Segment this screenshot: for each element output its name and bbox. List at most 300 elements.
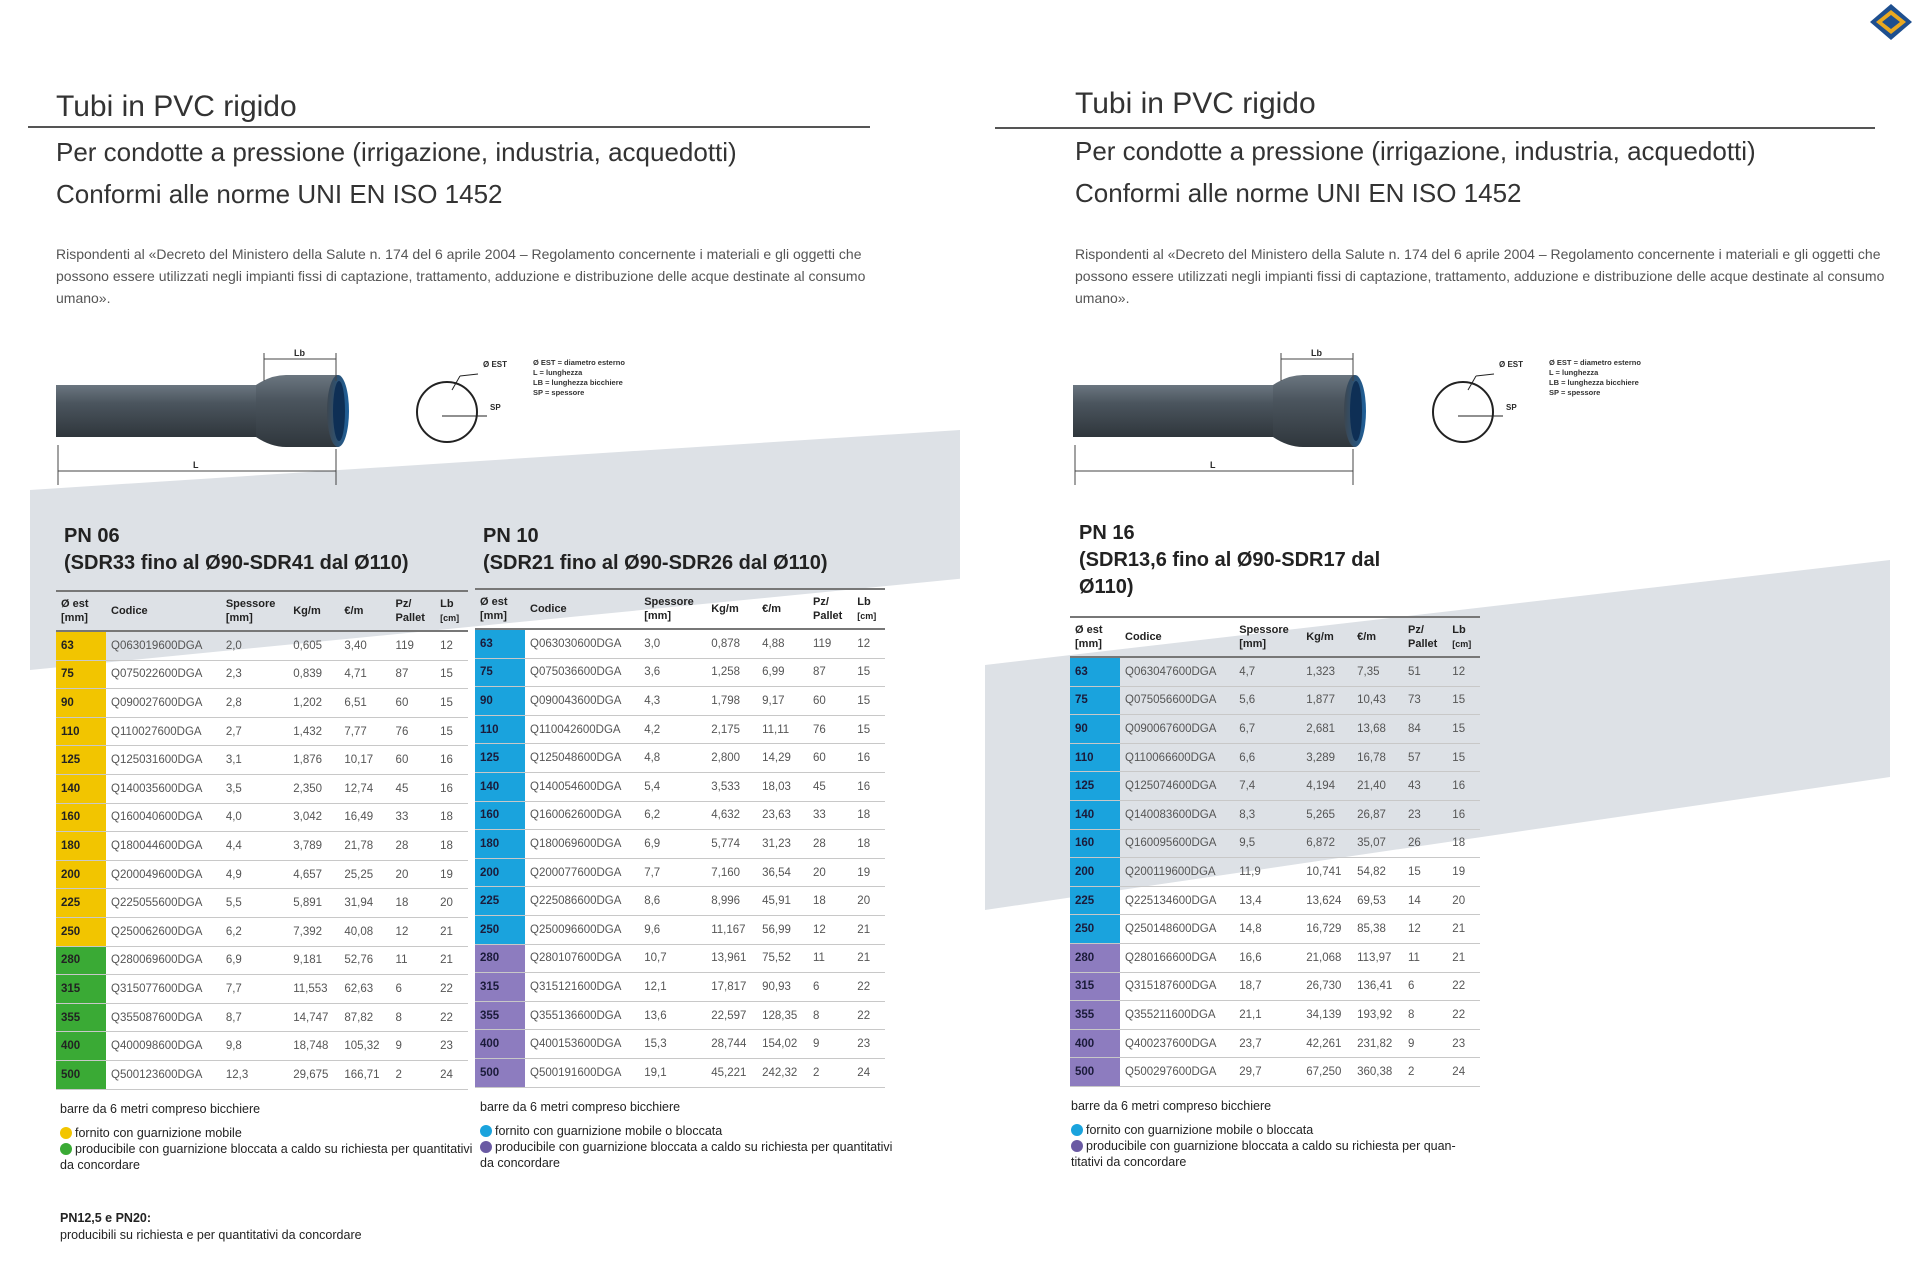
table-row	[1070, 829, 1480, 858]
cell-eur-per-m: 166,71	[339, 1060, 390, 1089]
cell-code: Q225086600DGA	[525, 887, 639, 916]
cell-kg-per-m: 2,800	[706, 744, 757, 773]
cell-code: Q355211600DGA	[1120, 1001, 1234, 1030]
cell-kg-per-m: 13,624	[1301, 886, 1352, 915]
cell-lb: 22	[852, 1001, 885, 1030]
cell-lb: 21	[852, 944, 885, 973]
cell-lb: 21	[435, 917, 468, 946]
table-row	[1070, 686, 1480, 715]
cell-thickness: 8,6	[639, 887, 706, 916]
pn10-legend-2-text: producibile con guarnizione bloccata a caldo su richiesta per quantitativi da concordare	[480, 1140, 893, 1170]
cell-eur-per-m: 90,93	[757, 973, 808, 1002]
cell-kg-per-m: 3,289	[1301, 743, 1352, 772]
cell-lb: 16	[852, 772, 885, 801]
cell-thickness: 8,3	[1234, 800, 1301, 829]
cell-pallet: 20	[808, 858, 852, 887]
cell-thickness: 18,7	[1234, 972, 1301, 1001]
cell-thickness: 5,4	[639, 772, 706, 801]
cell-lb: 22	[852, 973, 885, 1002]
cell-eur-per-m: 231,82	[1352, 1029, 1403, 1058]
legend-line: LB = lunghezza bicchiere	[533, 378, 623, 387]
cell-diameter: 355	[56, 1003, 106, 1032]
cell-pallet: 23	[1403, 800, 1447, 829]
cell-code: Q280069600DGA	[106, 946, 221, 975]
cell-diameter: 90	[475, 687, 525, 716]
title-rule	[995, 127, 1875, 129]
cell-pallet: 12	[391, 917, 436, 946]
cell-diameter: 280	[56, 946, 106, 975]
cell-code: Q063047600DGA	[1120, 657, 1234, 686]
cell-kg-per-m: 0,605	[288, 631, 339, 660]
cell-code: Q315187600DGA	[1120, 972, 1234, 1001]
cell-pallet: 87	[391, 660, 436, 689]
table-row	[56, 917, 468, 946]
cell-eur-per-m: 193,92	[1352, 1001, 1403, 1030]
l-label: L	[193, 460, 199, 470]
cell-diameter: 140	[56, 774, 106, 803]
cell-thickness: 4,0	[221, 803, 288, 832]
cell-pallet: 14	[1403, 886, 1447, 915]
pn10-title-line1: PN 10	[483, 525, 539, 547]
pn10-title	[483, 523, 828, 577]
table-row	[56, 1003, 468, 1032]
table-row	[475, 715, 885, 744]
cell-lb: 15	[435, 717, 468, 746]
lb-label: Lb	[1311, 348, 1322, 358]
cell-lb: 18	[435, 803, 468, 832]
legend-line: L = lunghezza	[1549, 368, 1599, 377]
cell-thickness: 21,1	[1234, 1001, 1301, 1030]
cell-code: Q125031600DGA	[106, 746, 221, 775]
table-header-row	[56, 591, 468, 631]
cell-eur-per-m: 62,63	[339, 975, 390, 1004]
header-eur-per-m: €/m	[339, 591, 390, 631]
cell-pallet: 28	[391, 832, 436, 861]
cell-eur-per-m: 11,11	[757, 715, 808, 744]
cell-code: Q250096600DGA	[525, 915, 639, 944]
cell-diameter: 125	[475, 744, 525, 773]
cell-thickness: 8,7	[221, 1003, 288, 1032]
cell-lb: 22	[435, 1003, 468, 1032]
cell-eur-per-m: 35,07	[1352, 829, 1403, 858]
table-row	[475, 629, 885, 658]
cell-code: Q090043600DGA	[525, 687, 639, 716]
cell-diameter: 140	[1070, 800, 1120, 829]
cell-kg-per-m: 3,042	[288, 803, 339, 832]
cell-thickness: 3,1	[221, 746, 288, 775]
cell-kg-per-m: 2,175	[706, 715, 757, 744]
cell-thickness: 13,6	[639, 1001, 706, 1030]
cell-kg-per-m: 2,681	[1301, 715, 1352, 744]
cell-kg-per-m: 29,675	[288, 1060, 339, 1089]
header-thickness: Spessore [mm]	[639, 589, 706, 629]
cell-thickness: 15,3	[639, 1030, 706, 1059]
cell-lb: 22	[435, 975, 468, 1004]
cell-eur-per-m: 21,78	[339, 832, 390, 861]
cell-eur-per-m: 87,82	[339, 1003, 390, 1032]
table-header-row	[475, 589, 885, 629]
green-dot-icon	[60, 1143, 72, 1155]
cell-code: Q180069600DGA	[525, 830, 639, 859]
cell-eur-per-m: 52,76	[339, 946, 390, 975]
cell-diameter: 280	[475, 944, 525, 973]
cell-diameter: 110	[475, 715, 525, 744]
cell-kg-per-m: 4,194	[1301, 772, 1352, 801]
pn06-note: barre da 6 metri compreso bicchiere	[60, 1102, 261, 1116]
legend-line: Ø EST = diametro esterno	[1549, 358, 1641, 367]
cell-code: Q063030600DGA	[525, 629, 639, 658]
cell-thickness: 10,7	[639, 944, 706, 973]
header-kg-per-m: Kg/m	[288, 591, 339, 631]
cell-eur-per-m: 36,54	[757, 858, 808, 887]
cell-pallet: 12	[808, 915, 852, 944]
cell-code: Q250062600DGA	[106, 917, 221, 946]
table-row	[1070, 858, 1480, 887]
sp-label: SP	[1506, 403, 1517, 412]
cell-thickness: 6,7	[1234, 715, 1301, 744]
oest-label: Ø EST	[1499, 360, 1524, 369]
cell-diameter: 250	[56, 917, 106, 946]
footer-text: producibili su richiesta e per quantitativi da concordare	[60, 1228, 362, 1242]
cell-pallet: 6	[1403, 972, 1447, 1001]
cell-lb: 15	[852, 715, 885, 744]
cell-code: Q500191600DGA	[525, 1058, 639, 1087]
cell-kg-per-m: 22,597	[706, 1001, 757, 1030]
table-row	[475, 915, 885, 944]
cell-lb: 23	[852, 1030, 885, 1059]
table-row	[475, 801, 885, 830]
cell-eur-per-m: 136,41	[1352, 972, 1403, 1001]
legend-line: SP = spessore	[1549, 388, 1601, 397]
cell-thickness: 2,3	[221, 660, 288, 689]
subtitle-2: Conformi alle norme UNI EN ISO 1452	[1075, 178, 1522, 208]
table-row	[1070, 1058, 1480, 1087]
cell-diameter: 160	[56, 803, 106, 832]
cell-lb: 22	[1447, 972, 1480, 1001]
cell-lb: 20	[852, 887, 885, 916]
cell-kg-per-m: 1,202	[288, 689, 339, 718]
cell-thickness: 4,7	[1234, 657, 1301, 686]
table-row	[475, 744, 885, 773]
blue-dot-icon	[480, 1125, 492, 1137]
pipe-diagram	[56, 345, 356, 490]
table-row	[475, 687, 885, 716]
table-row	[475, 830, 885, 859]
cell-diameter: 180	[475, 830, 525, 859]
cell-eur-per-m: 31,94	[339, 889, 390, 918]
cell-kg-per-m: 16,729	[1301, 915, 1352, 944]
cell-pallet: 73	[1403, 686, 1447, 715]
cross-section-diagram	[412, 370, 502, 450]
cell-diameter: 63	[475, 629, 525, 658]
pn06-title	[64, 523, 409, 577]
cell-eur-per-m: 16,49	[339, 803, 390, 832]
cell-kg-per-m: 1,798	[706, 687, 757, 716]
cell-thickness: 3,5	[221, 774, 288, 803]
pn16-title-line3: Ø110)	[1079, 576, 1134, 598]
cell-kg-per-m: 7,160	[706, 858, 757, 887]
pn06-notes	[60, 1101, 480, 1173]
cell-diameter: 75	[56, 660, 106, 689]
cell-code: Q400153600DGA	[525, 1030, 639, 1059]
table-row	[56, 803, 468, 832]
header-thickness: Spessore [mm]	[221, 591, 288, 631]
header-kg-per-m: Kg/m	[706, 589, 757, 629]
table-row	[56, 1032, 468, 1061]
cell-code: Q090027600DGA	[106, 689, 221, 718]
cell-pallet: 2	[391, 1060, 436, 1089]
pn06-legend-1	[60, 1125, 480, 1141]
cell-eur-per-m: 21,40	[1352, 772, 1403, 801]
cell-eur-per-m: 69,53	[1352, 886, 1403, 915]
table-row	[56, 946, 468, 975]
pn06-title-line2: (SDR33 fino al Ø90-SDR41 dal Ø110)	[64, 552, 409, 574]
cell-pallet: 60	[391, 746, 436, 775]
cell-code: Q400098600DGA	[106, 1032, 221, 1061]
cell-lb: 12	[852, 629, 885, 658]
cell-code: Q125048600DGA	[525, 744, 639, 773]
pn16-legend-2-text: producibile con guarnizione bloccata a caldo su richiesta per quan- titativi da concordare	[1071, 1139, 1456, 1169]
cell-lb: 21	[1447, 915, 1480, 944]
cell-kg-per-m: 4,632	[706, 801, 757, 830]
cell-kg-per-m: 14,747	[288, 1003, 339, 1032]
cell-pallet: 57	[1403, 743, 1447, 772]
cell-kg-per-m: 1,323	[1301, 657, 1352, 686]
table-row	[475, 1058, 885, 1087]
table-row	[56, 717, 468, 746]
cell-diameter: 400	[56, 1032, 106, 1061]
pn10-table	[475, 588, 885, 1088]
cell-lb: 24	[435, 1060, 468, 1089]
sp-label: SP	[490, 403, 501, 412]
table-row	[1070, 743, 1480, 772]
cell-eur-per-m: 10,17	[339, 746, 390, 775]
cell-pallet: 6	[391, 975, 436, 1004]
cell-pallet: 8	[808, 1001, 852, 1030]
cell-pallet: 51	[1403, 657, 1447, 686]
cell-thickness: 12,1	[639, 973, 706, 1002]
cell-code: Q140083600DGA	[1120, 800, 1234, 829]
pn10-note: barre da 6 metri compreso bicchiere	[480, 1100, 681, 1114]
cell-thickness: 6,9	[639, 830, 706, 859]
pn16-note: barre da 6 metri compreso bicchiere	[1071, 1099, 1272, 1113]
cell-eur-per-m: 23,63	[757, 801, 808, 830]
cell-diameter: 225	[475, 887, 525, 916]
pn06-legend-2-text: producibile con guarnizione bloccata a caldo su richiesta per quantitativi da concordare	[60, 1142, 473, 1172]
cell-thickness: 6,2	[221, 917, 288, 946]
cell-thickness: 16,6	[1234, 943, 1301, 972]
pn10-legend-2	[480, 1139, 900, 1171]
table-row	[1070, 915, 1480, 944]
cell-lb: 16	[435, 746, 468, 775]
cell-eur-per-m: 10,43	[1352, 686, 1403, 715]
cell-lb: 19	[1447, 858, 1480, 887]
cell-code: Q225134600DGA	[1120, 886, 1234, 915]
header-pallet: Pz/ Pallet	[1403, 617, 1447, 657]
cell-kg-per-m: 13,961	[706, 944, 757, 973]
cell-lb: 12	[1447, 657, 1480, 686]
cell-diameter: 160	[475, 801, 525, 830]
header-lb: Lb [cm]	[852, 589, 885, 629]
cell-eur-per-m: 4,88	[757, 629, 808, 658]
pipe-diagram	[1073, 345, 1373, 490]
cell-eur-per-m: 242,32	[757, 1058, 808, 1087]
cell-diameter: 500	[475, 1058, 525, 1087]
cell-diameter: 90	[56, 689, 106, 718]
cell-eur-per-m: 113,97	[1352, 943, 1403, 972]
cell-lb: 18	[852, 801, 885, 830]
cell-thickness: 13,4	[1234, 886, 1301, 915]
cell-diameter: 200	[1070, 858, 1120, 887]
cell-thickness: 2,8	[221, 689, 288, 718]
cell-code: Q110066600DGA	[1120, 743, 1234, 772]
cell-diameter: 225	[56, 889, 106, 918]
cell-pallet: 2	[808, 1058, 852, 1087]
cell-eur-per-m: 14,29	[757, 744, 808, 773]
header-diameter: Ø est [mm]	[1070, 617, 1120, 657]
pn06-legend-2	[60, 1141, 480, 1173]
cell-code: Q075036600DGA	[525, 658, 639, 687]
cell-kg-per-m: 5,891	[288, 889, 339, 918]
cell-pallet: 8	[391, 1003, 436, 1032]
cell-diameter: 180	[56, 832, 106, 861]
table-row	[475, 944, 885, 973]
cell-code: Q280107600DGA	[525, 944, 639, 973]
table-row	[1070, 1001, 1480, 1030]
table-row	[56, 975, 468, 1004]
cell-diameter: 160	[1070, 829, 1120, 858]
cell-lb: 21	[1447, 943, 1480, 972]
cell-eur-per-m: 16,78	[1352, 743, 1403, 772]
cell-thickness: 9,5	[1234, 829, 1301, 858]
cell-pallet: 6	[808, 973, 852, 1002]
cell-lb: 20	[1447, 886, 1480, 915]
cell-kg-per-m: 1,876	[288, 746, 339, 775]
pn16-legend-1-text: fornito con guarnizione mobile o bloccata	[1086, 1123, 1314, 1137]
header-code: Codice	[1120, 617, 1234, 657]
cell-diameter: 500	[1070, 1058, 1120, 1087]
header-eur-per-m: €/m	[1352, 617, 1403, 657]
cell-eur-per-m: 7,77	[339, 717, 390, 746]
header-code: Codice	[525, 589, 639, 629]
page-title: Tubi in PVC rigido	[56, 90, 297, 123]
pn10-legend-1-text: fornito con guarnizione mobile o bloccata	[495, 1124, 723, 1138]
cell-thickness: 4,4	[221, 832, 288, 861]
cell-thickness: 3,6	[639, 658, 706, 687]
cell-kg-per-m: 11,553	[288, 975, 339, 1004]
cell-kg-per-m: 10,741	[1301, 858, 1352, 887]
cell-code: Q075056600DGA	[1120, 686, 1234, 715]
cell-lb: 19	[435, 860, 468, 889]
cell-code: Q500123600DGA	[106, 1060, 221, 1089]
legend-line: L = lunghezza	[533, 368, 583, 377]
subtitle-1: Per condotte a pressione (irrigazione, industria, acquedotti)	[1075, 136, 1756, 166]
cell-pallet: 45	[391, 774, 436, 803]
cell-lb: 15	[1447, 715, 1480, 744]
legend-line: Ø EST = diametro esterno	[533, 358, 625, 367]
cell-thickness: 19,1	[639, 1058, 706, 1087]
cell-diameter: 75	[1070, 686, 1120, 715]
cell-code: Q400237600DGA	[1120, 1029, 1234, 1058]
cell-eur-per-m: 9,17	[757, 687, 808, 716]
cell-eur-per-m: 3,40	[339, 631, 390, 660]
cell-diameter: 75	[475, 658, 525, 687]
cell-diameter: 250	[1070, 915, 1120, 944]
cell-lb: 21	[435, 946, 468, 975]
cell-pallet: 18	[808, 887, 852, 916]
l-label: L	[1210, 460, 1216, 470]
header-diameter: Ø est [mm]	[56, 591, 106, 631]
pn16-title-line2: (SDR13,6 fino al Ø90-SDR17 dal	[1079, 549, 1381, 571]
cell-thickness: 4,8	[639, 744, 706, 773]
cell-eur-per-m: 7,35	[1352, 657, 1403, 686]
cell-kg-per-m: 42,261	[1301, 1029, 1352, 1058]
cell-pallet: 33	[808, 801, 852, 830]
table-header-row	[1070, 617, 1480, 657]
table-row	[56, 774, 468, 803]
pn06-title-line1: PN 06	[64, 525, 120, 547]
cell-kg-per-m: 5,774	[706, 830, 757, 859]
table-row	[56, 1060, 468, 1089]
cell-lb: 18	[1447, 829, 1480, 858]
table-row	[475, 858, 885, 887]
cell-diameter: 225	[1070, 886, 1120, 915]
cell-kg-per-m: 17,817	[706, 973, 757, 1002]
cell-eur-per-m: 6,51	[339, 689, 390, 718]
cell-thickness: 12,3	[221, 1060, 288, 1089]
cell-thickness: 7,7	[639, 858, 706, 887]
cell-kg-per-m: 3,533	[706, 772, 757, 801]
diagram-legend	[533, 358, 625, 398]
cell-code: Q160095600DGA	[1120, 829, 1234, 858]
cell-diameter: 63	[1070, 657, 1120, 686]
cell-kg-per-m: 8,996	[706, 887, 757, 916]
cell-code: Q280166600DGA	[1120, 943, 1234, 972]
cell-pallet: 11	[391, 946, 436, 975]
cell-eur-per-m: 360,38	[1352, 1058, 1403, 1087]
cell-thickness: 3,0	[639, 629, 706, 658]
header-lb: Lb [cm]	[1447, 617, 1480, 657]
subtitle-1: Per condotte a pressione (irrigazione, industria, acquedotti)	[56, 137, 737, 167]
blue-dot-icon	[1071, 1124, 1083, 1136]
title-rule	[28, 126, 870, 128]
cell-kg-per-m: 5,265	[1301, 800, 1352, 829]
cell-code: Q315077600DGA	[106, 975, 221, 1004]
cell-diameter: 125	[1070, 772, 1120, 801]
cell-pallet: 33	[391, 803, 436, 832]
cell-kg-per-m: 7,392	[288, 917, 339, 946]
cell-thickness: 14,8	[1234, 915, 1301, 944]
cell-diameter: 400	[1070, 1029, 1120, 1058]
cell-kg-per-m: 34,139	[1301, 1001, 1352, 1030]
cell-diameter: 200	[56, 860, 106, 889]
cell-lb: 24	[1447, 1058, 1480, 1087]
table-row	[56, 689, 468, 718]
cell-kg-per-m: 4,657	[288, 860, 339, 889]
cell-pallet: 45	[808, 772, 852, 801]
cell-kg-per-m: 18,748	[288, 1032, 339, 1061]
table-row	[56, 832, 468, 861]
footer-bold: PN12,5 e PN20:	[60, 1211, 152, 1225]
cell-pallet: 11	[1403, 943, 1447, 972]
cell-eur-per-m: 128,35	[757, 1001, 808, 1030]
cell-pallet: 18	[391, 889, 436, 918]
cell-lb: 16	[852, 744, 885, 773]
cell-kg-per-m: 3,789	[288, 832, 339, 861]
header-diameter: Ø est [mm]	[475, 589, 525, 629]
legend-line: LB = lunghezza bicchiere	[1549, 378, 1639, 387]
cell-code: Q075022600DGA	[106, 660, 221, 689]
